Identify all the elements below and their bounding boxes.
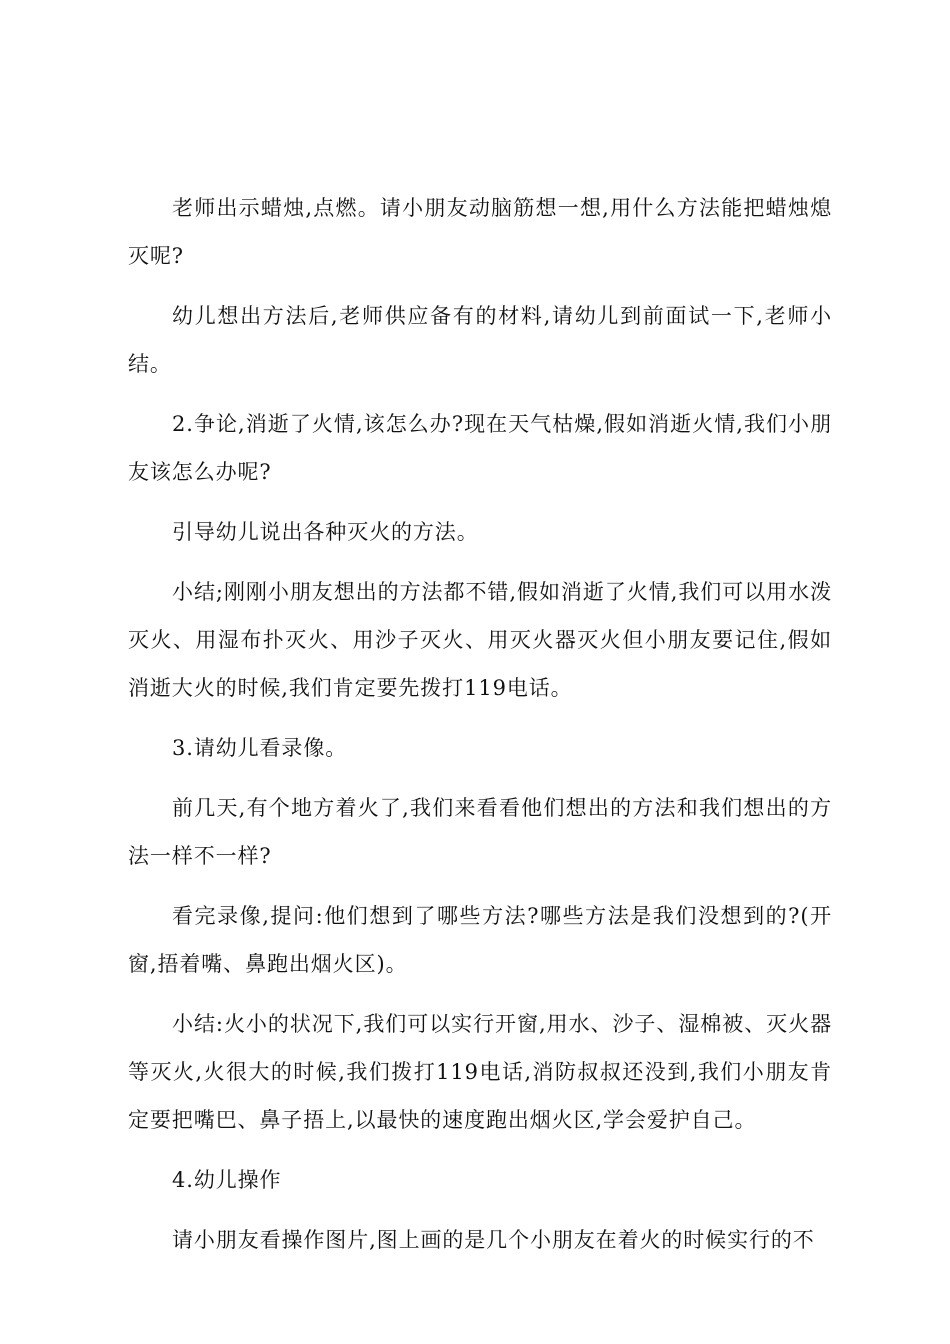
- paragraph-summary-2: 小结:火小的状况下,我们可以实行开窗,用水、沙子、湿棉被、灭火器等灭火,火很大的时候,我们拨打119电话,消防叔叔还没到,我们小朋友肯定要把嘴巴、鼻子捂上,以最快的速度跑出烟火区,学会爱护自己。: [128, 1012, 832, 1132]
- paragraph-candle-demo: 老师出示蜡烛,点燃。请小朋友动脑筋想一想,用什么方法能把蜡烛熄灭呢?: [128, 196, 832, 268]
- paragraph-fire-story: 前几天,有个地方着火了,我们来看看他们想出的方法和我们想出的方法一样不一样?: [128, 796, 832, 868]
- paragraph-guide-methods: 引导幼儿说出各种灭火的方法。: [172, 520, 479, 544]
- paragraph-summary-1: 小结;刚刚小朋友想出的方法都不错,假如消逝了火情,我们可以用水泼灭火、用湿布扑灭火、用沙子灭火、用灭火器灭火但小朋友要记住,假如消逝大火的时候,我们肯定要先拨打119电话。: [128, 580, 832, 700]
- paragraph-operation-heading: 4.幼儿操作: [172, 1168, 282, 1192]
- paragraph-discussion-heading: 2.争论,消逝了火情,该怎么办?现在天气枯燥,假如消逝火情,我们小朋友该怎么办呢?: [128, 412, 832, 484]
- paragraph-operation-text: 请小朋友看操作图片,图上画的是几个小朋友在着火的时候实行的不: [172, 1228, 815, 1252]
- paragraph-children-try: 幼儿想出方法后,老师供应备有的材料,请幼儿到前面试一下,老师小结。: [128, 304, 832, 376]
- paragraph-video-questions: 看完录像,提问:他们想到了哪些方法?哪些方法是我们没想到的?(开窗,捂着嘴、鼻跑出烟火区)。: [128, 904, 832, 976]
- paragraph-video-heading: 3.请幼儿看录像。: [172, 736, 348, 760]
- document-body: [128, 184, 832, 1276]
